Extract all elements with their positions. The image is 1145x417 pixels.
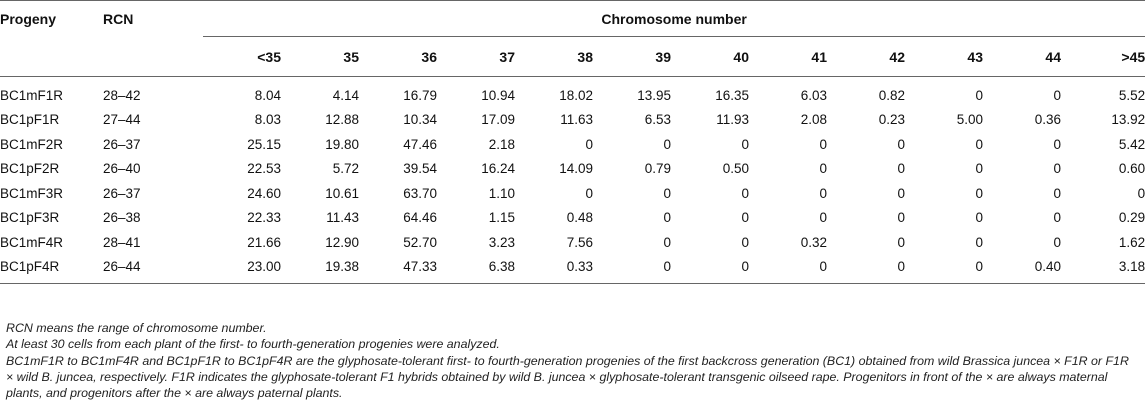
cell-value: 0: [741, 136, 749, 152]
header-row-bins: [0, 37, 1145, 77]
header-bin: 42: [827, 37, 905, 77]
cell-value: 7.56: [566, 234, 593, 250]
cell-value: 63.70: [403, 185, 437, 201]
cell-value: 0: [1053, 87, 1061, 103]
cell-value: 0: [819, 185, 827, 201]
cell-value: 0: [585, 136, 593, 152]
cell-value: 24.60: [247, 185, 281, 201]
cell-value: 2.18: [488, 136, 515, 152]
cell-value: 0.48: [566, 210, 593, 226]
header-bin: 41: [749, 37, 827, 77]
header-chromosome-number: Chromosome number: [203, 1, 1145, 37]
cell-value: 16.35: [715, 87, 749, 103]
cell-rcn: 26–38: [103, 210, 141, 226]
cell-value: 0: [897, 210, 905, 226]
table-row: [0, 157, 1145, 182]
cell-value: 0: [663, 136, 671, 152]
cell-value: 39.54: [403, 161, 437, 177]
cell-value: 10.34: [403, 112, 437, 128]
cell-value: 0: [827, 255, 905, 284]
header-bin: 35: [281, 37, 359, 77]
header-bin: <35: [203, 37, 281, 77]
cell-value: 0: [749, 255, 827, 284]
cell-value: 5.72: [332, 161, 359, 177]
cell-rcn: 28–42: [103, 87, 141, 103]
cell-value: 0: [897, 136, 905, 152]
cell-progeny: BC1mF1R: [0, 87, 64, 103]
cell-value: 10.94: [481, 87, 515, 103]
cell-value: 23.00: [203, 255, 281, 284]
cell-value: 18.02: [559, 87, 593, 103]
header-rcn: RCN: [103, 1, 203, 37]
cell-value: 0: [585, 185, 593, 201]
cell-value: 0.40: [983, 255, 1061, 284]
cell-value: 0.82: [878, 87, 905, 103]
cell-value: 1.62: [1118, 234, 1145, 250]
cell-value: 12.88: [325, 112, 359, 128]
cell-value: 22.33: [247, 210, 281, 226]
cell-value: 10.61: [325, 185, 359, 201]
cell-value: 0.32: [800, 234, 827, 250]
cell-value: 11.63: [560, 112, 593, 128]
cell-value: 0: [897, 234, 905, 250]
cell-value: 8.04: [254, 87, 281, 103]
cell-value: 0: [1053, 136, 1061, 152]
cell-rcn: 28–41: [103, 234, 141, 250]
cell-value: 0: [1053, 185, 1061, 201]
table-row: [0, 108, 1145, 133]
cell-value: 5.00: [956, 112, 983, 128]
cell-progeny: BC1mF4R: [0, 234, 64, 250]
cell-value: 0: [1053, 210, 1061, 226]
header-progeny: Progeny: [0, 1, 103, 37]
cell-rcn: 26–40: [103, 161, 141, 177]
table-row: [0, 132, 1145, 157]
cell-value: 0: [975, 161, 983, 177]
cell-value: 25.15: [247, 136, 281, 152]
cell-value: 0.29: [1118, 210, 1145, 226]
cell-value: 0: [741, 234, 749, 250]
cell-value: 1.10: [488, 185, 515, 201]
cell-value: 3.18: [1061, 255, 1145, 284]
cell-value: 19.80: [325, 136, 359, 152]
cell-value: 6.03: [800, 87, 827, 103]
cell-value: 22.53: [247, 161, 281, 177]
cell-value: 6.53: [644, 112, 671, 128]
table-row: [0, 255, 1145, 284]
cell-value: 6.38: [437, 255, 515, 284]
cell-value: 0: [741, 185, 749, 201]
cell-value: 0: [663, 185, 671, 201]
cell-value: 13.95: [637, 87, 671, 103]
cell-value: 0: [975, 210, 983, 226]
footnote: RCN means the range of chromosome number.: [6, 321, 267, 335]
header-bin: 40: [671, 37, 749, 77]
cell-value: 0: [1053, 234, 1061, 250]
cell-progeny: BC1pF4R: [0, 255, 103, 284]
cell-value: 0: [819, 210, 827, 226]
header-bin: 43: [905, 37, 983, 77]
cell-value: 0.33: [515, 255, 593, 284]
footnote: At least 30 cells from each plant of the first- to fourth-generation progenies were analyzed.: [6, 337, 500, 352]
cell-value: 0: [663, 234, 671, 250]
cell-progeny: BC1mF2R: [0, 136, 64, 152]
cell-value: 0: [975, 185, 983, 201]
cell-progeny: BC1pF2R: [0, 161, 60, 177]
cell-rcn: 26–44: [103, 255, 203, 284]
cell-value: 12.90: [325, 234, 359, 250]
cell-value: 14.09: [559, 161, 593, 177]
cell-value: 0: [905, 255, 983, 284]
cell-value: 16.24: [481, 161, 515, 177]
cell-rcn: 26–37: [103, 185, 141, 201]
cell-value: 5.52: [1118, 87, 1145, 103]
cell-value: 17.09: [481, 112, 515, 128]
cell-value: 0: [741, 210, 749, 226]
cell-value: 0.50: [722, 161, 749, 177]
cell-value: 4.14: [332, 87, 359, 103]
cell-value: 0: [819, 136, 827, 152]
cell-value: 0: [593, 255, 671, 284]
cell-value: 47.46: [403, 136, 437, 152]
header-bin: 38: [515, 37, 593, 77]
header-row-top: [0, 1, 1145, 37]
cell-value: 0: [1053, 161, 1061, 177]
cell-value: 5.42: [1118, 136, 1145, 152]
cell-value: 8.03: [254, 112, 281, 128]
cell-value: 0: [897, 185, 905, 201]
cell-value: 0: [663, 210, 671, 226]
cell-progeny: BC1mF3R: [0, 185, 64, 201]
cell-progeny: BC1pF1R: [0, 112, 60, 128]
cell-value: 1.15: [488, 210, 515, 226]
header-bin: 39: [593, 37, 671, 77]
cell-value: 0: [671, 255, 749, 284]
cell-rcn: 27–44: [103, 112, 141, 128]
cell-value: 64.46: [403, 210, 437, 226]
header-spacer: [0, 37, 103, 77]
cell-value: 0.36: [1034, 112, 1061, 128]
header-spacer: [103, 37, 203, 77]
header-bin: >45: [1061, 37, 1145, 77]
cell-value: 0: [819, 161, 827, 177]
cell-value: 52.70: [403, 234, 437, 250]
cell-rcn: 26–37: [103, 136, 141, 152]
cell-value: 0: [975, 136, 983, 152]
footnote: BC1mF1R to BC1mF4R and BC1pF1R to BC1pF4R are the glyphosate-tolerant first- to fourth-generation progenies of the first backcross generation (BC1) obtained from wild Brassica juncea × F1R or F1R × wild B. juncea, respectively. F1R indicates the glyphosate-tolerant F1 hybrids obtained by wild B. juncea × glyphosate-tolerant transgenic oilseed rape. Progenitors in front of the × are always maternal plants, and progenitors after the × are always paternal plants.: [6, 353, 1129, 401]
cell-value: 3.23: [488, 234, 515, 250]
cell-value: 11.93: [716, 112, 749, 128]
cell-value: 47.33: [359, 255, 437, 284]
cell-value: 0.23: [878, 112, 905, 128]
table-body: [0, 77, 1145, 284]
table-row: [0, 206, 1145, 231]
table-row: [0, 77, 1145, 108]
table-row: [0, 230, 1145, 255]
table-row: [0, 181, 1145, 206]
cell-value: 19.38: [281, 255, 359, 284]
cell-value: 0: [975, 87, 983, 103]
cell-value: 11.43: [326, 210, 359, 226]
cell-progeny: BC1pF3R: [0, 210, 60, 226]
cell-value: 21.66: [247, 234, 281, 250]
cell-value: 0.79: [644, 161, 671, 177]
cell-value: 0: [897, 161, 905, 177]
cell-value: 2.08: [800, 112, 827, 128]
cell-value: 0: [1137, 185, 1145, 201]
cell-value: 16.79: [403, 87, 437, 103]
header-bin: 44: [983, 37, 1061, 77]
header-bin: 37: [437, 37, 515, 77]
table-footnotes: [6, 320, 1136, 401]
header-bin: 36: [359, 37, 437, 77]
cell-value: 13.92: [1111, 112, 1145, 128]
cell-value: 0.60: [1118, 161, 1145, 177]
cell-value: 0: [975, 234, 983, 250]
